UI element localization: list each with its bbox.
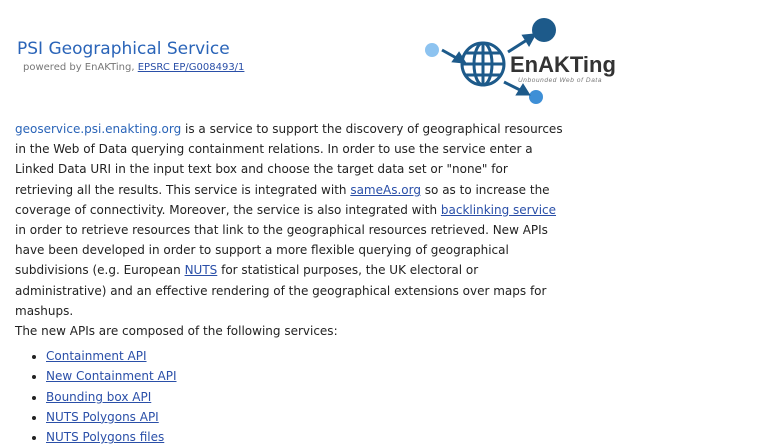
backlinking-service-link[interactable]: backlinking service (440, 202, 557, 217)
page-title: PSI Geographical Service (17, 39, 230, 59)
api-list (15, 346, 563, 447)
site-name: geoservice.psi.enakting.org (15, 122, 182, 136)
bounding-box-api-link[interactable]: Bounding box API (46, 389, 152, 404)
apis-intro: The new APIs are composed of the following services: (15, 324, 338, 339)
new-containment-api-link[interactable]: New Containment API (46, 369, 177, 384)
nuts-polygons-files-link[interactable]: NUTS Polygons files (46, 430, 165, 445)
list-item (46, 407, 563, 427)
sameas-link[interactable]: sameAs.org (350, 182, 421, 197)
powered-by-text: powered by EnAKTing, (23, 62, 135, 73)
subtitle (23, 62, 244, 73)
list-item (46, 346, 563, 366)
list-item (46, 366, 563, 386)
svg-text:Unbounded Web of Data: Unbounded Web of Data (518, 77, 603, 84)
grant-link[interactable]: EPSRC EP/G008493/1 (137, 62, 245, 73)
list-item (46, 387, 563, 407)
svg-text:EnAKTing: EnAKTing (510, 52, 616, 77)
containment-api-link[interactable]: Containment API (46, 349, 147, 364)
intro-paragraph: geoservice.psi.enakting.org is a service to support the discovery of geographical resources in the Web of Data querying containment relations. In order to use the service enter a Linked Data URI in the input text box and choose the target data set or "none" for retrieving all the results. This service is integrated with sameAs.org so as to increase the coverage of connectivity. Moreover, the service is also integrated with backlinking service in order to retrieve resources that link to the geographical resources retrieved. New APIs have been developed in order to support a more flexible querying of geographical subdivisions (e.g. European NUTS for statistical purposes, the UK electoral or administrative) and an effective rendering of the geographical extensions over maps for mashups. (15, 122, 563, 318)
globe-icon (462, 43, 504, 85)
nuts-link[interactable]: NUTS (184, 263, 218, 278)
enakting-logo[interactable] (420, 12, 650, 107)
main-content (15, 119, 563, 447)
nuts-polygons-api-link[interactable]: NUTS Polygons API (46, 409, 159, 424)
list-item (46, 427, 563, 447)
